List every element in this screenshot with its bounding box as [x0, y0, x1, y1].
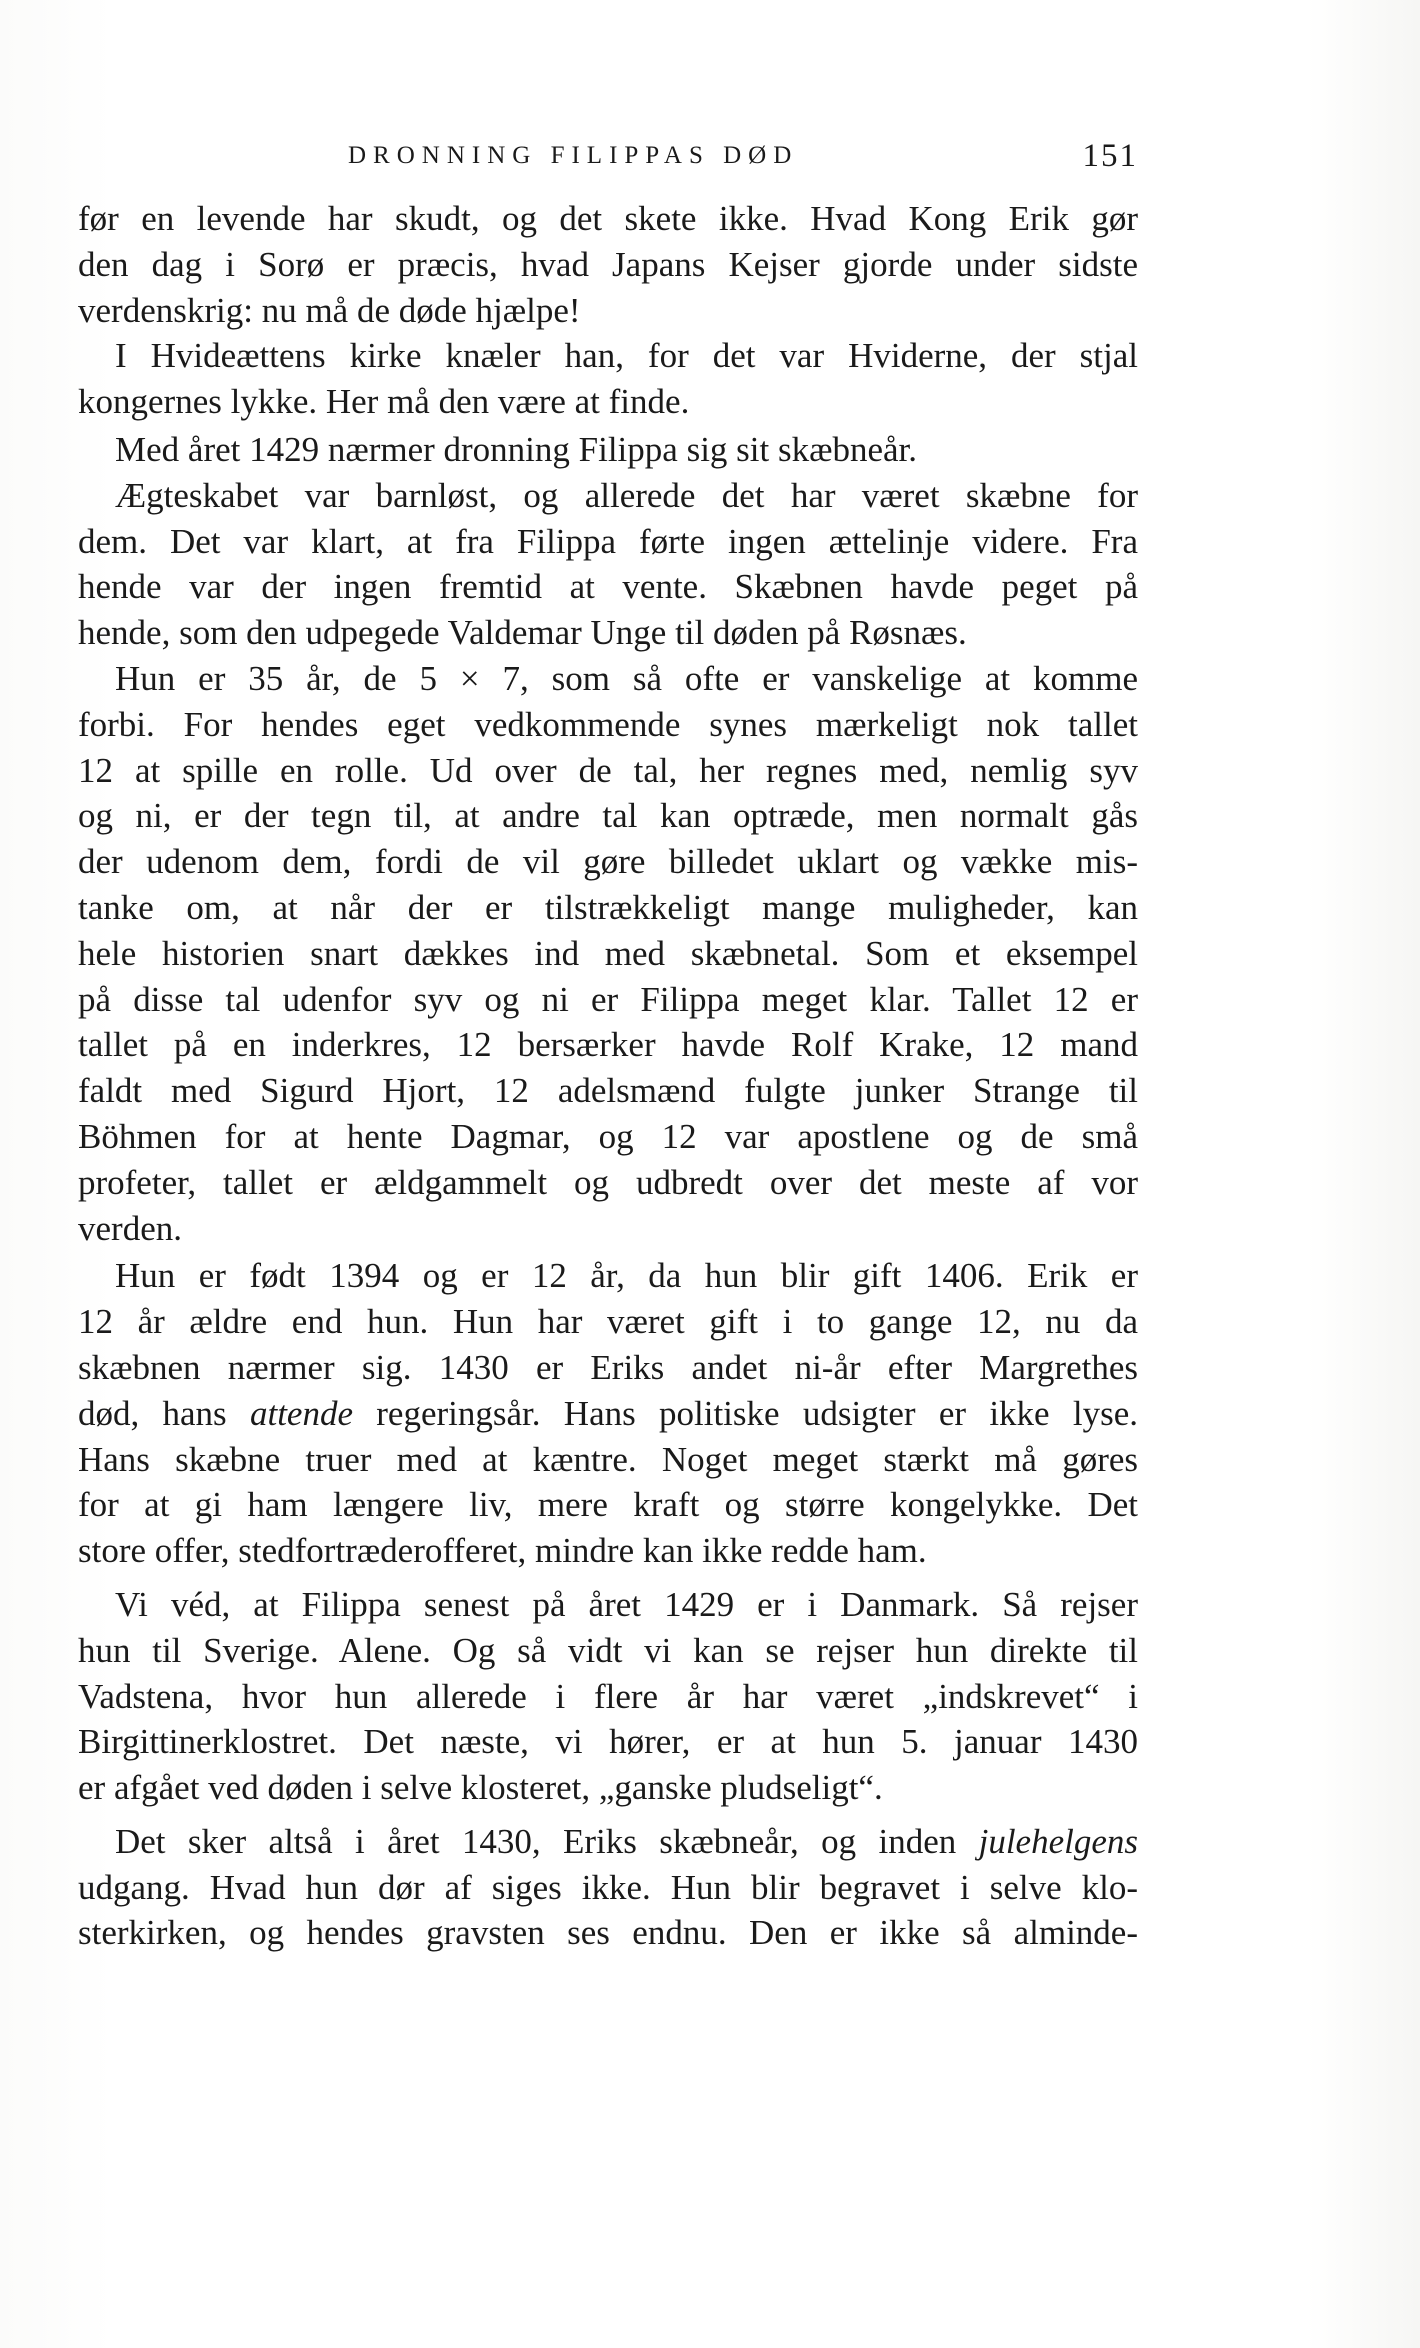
text-line: Birgittinerklostret. Det næste, vi hører, er at hun 5. januar 1430 [78, 1722, 1138, 1762]
text-fragment: regeringsår. Hans politiske udsigter er ikke lyse. [353, 1393, 1138, 1433]
text-line: Hun er født 1394 og er 12 år, da hun blir gift 1406. Erik er [115, 1256, 1138, 1296]
text-line: og ni, er der tegn til, at andre tal kan optræde, men normalt gås [78, 796, 1138, 836]
text-line: den dag i Sorø er præcis, hvad Japans Kejser gjorde under sidste [78, 244, 1138, 284]
text-line-with-italic [78, 1391, 1138, 1437]
text-line: Ægteskabet var barnløst, og allerede det har været skæbne for [115, 475, 1138, 515]
text-fragment: Det sker altså i året 1430, Eriks skæbneår, og inden [115, 1821, 979, 1861]
text-line: hele historien snart dækkes ind med skæbnetal. Som et eksempel [78, 933, 1138, 973]
text-line: for at gi ham længere liv, mere kraft og større kongelykke. Det [78, 1485, 1138, 1525]
text-line: skæbnen nærmer sig. 1430 er Eriks andet ni-år efter Margrethes [78, 1347, 1138, 1387]
page-number: 151 [1082, 138, 1138, 174]
text-line: er afgået ved døden i selve klosteret, „ganske pludseligt“. [78, 1768, 883, 1808]
text-line: faldt med Sigurd Hjort, 12 adelsmænd fulgte junker Strange til [78, 1071, 1138, 1111]
text-fragment: død, hans [78, 1393, 250, 1433]
text-line: Böhmen for at hente Dagmar, og 12 var apostlene og de små [78, 1116, 1138, 1156]
text-line: hun til Sverige. Alene. Og så vidt vi kan se rejser hun direkte til [78, 1630, 1138, 1670]
running-title: DRONNING FILIPPAS DØD [348, 142, 799, 169]
text-line: Med året 1429 nærmer dronning Filippa sig sit skæbneår. [115, 429, 917, 469]
text-line: verden. [78, 1208, 182, 1248]
running-head [78, 138, 1138, 178]
text-line: tanke om, at når der er tilstrækkeligt mange muligheder, kan [78, 887, 1138, 927]
text-line: sterkirken, og hendes gravsten ses endnu. Den er ikke så alminde- [78, 1913, 1138, 1953]
text-line: 12 at spille en rolle. Ud over de tal, her regnes med, nemlig syv [78, 750, 1138, 790]
text-line: store offer, stedfortræderofferet, mindre kan ikke redde ham. [78, 1531, 927, 1571]
italic-word: julehelgens [978, 1821, 1138, 1861]
text-line: profeter, tallet er ældgammelt og udbredt over det meste af vor [78, 1162, 1138, 1202]
text-line: Vi véd, at Filippa senest på året 1429 er i Danmark. Så rejser [115, 1584, 1138, 1624]
text-line: der udenom dem, fordi de vil gøre billedet uklart og vække mis- [78, 842, 1138, 882]
text-line-with-italic [78, 1819, 1138, 1865]
text-line: 12 år ældre end hun. Hun har været gift i to gange 12, nu da [78, 1302, 1138, 1342]
italic-word: attende [249, 1393, 353, 1433]
text-line: hende var der ingen fremtid at vente. Skæbnen havde peget på [78, 567, 1138, 607]
text-line: Vadstena, hvor hun allerede i flere år har været „indskrevet“ i [78, 1676, 1138, 1716]
text-line: udgang. Hvad hun dør af siges ikke. Hun blir begravet i selve klo- [78, 1867, 1138, 1907]
text-line: forbi. For hendes eget vedkommende synes mærkeligt nok tallet [78, 704, 1138, 744]
text-line: på disse tal udenfor syv og ni er Filippa meget klar. Tallet 12 er [78, 979, 1138, 1019]
text-line: før en levende har skudt, og det skete ikke. Hvad Kong Erik gør [78, 199, 1138, 238]
text-line: hende, som den udpegede Valdemar Unge til døden på Røsnæs. [78, 613, 967, 653]
text-line: dem. Det var klart, at fra Filippa førte ingen ættelinje videre. Fra [78, 521, 1138, 561]
body-text [78, 196, 1138, 1956]
text-line: Hun er 35 år, de 5 × 7, som så ofte er vanskelige at komme [115, 658, 1138, 698]
text-line: tallet på en inderkres, 12 bersærker havde Rolf Krake, 12 mand [78, 1025, 1138, 1065]
text-line: Hans skæbne truer med at kæntre. Noget meget stærkt må gøres [78, 1439, 1138, 1479]
text-line: kongernes lykke. Her må den være at finde. [78, 382, 690, 422]
text-line: I Hvideættens kirke knæler han, for det var Hviderne, der stjal [115, 336, 1138, 376]
text-line: verdenskrig: nu må de døde hjælpe! [78, 290, 581, 330]
